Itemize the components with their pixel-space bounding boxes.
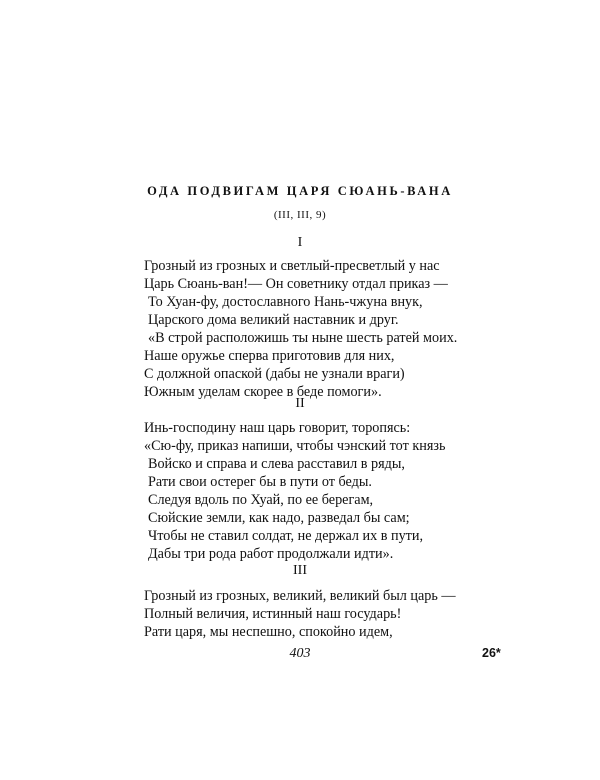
section-number-1: I <box>297 235 303 250</box>
verse-line: Царского дома великий наставник и друг. <box>148 312 399 328</box>
stanza-2 <box>144 419 474 563</box>
page-number: 403 <box>289 646 311 661</box>
verse-line: Южным уделам скорее в беде помоги». <box>144 384 382 400</box>
verse-line: Инь-господину наш царь говорит, торопясь: <box>144 420 411 436</box>
verse-line: Полный величия, истинный наш государь! <box>144 606 402 622</box>
verse-line: Грозный из грозных и светлый-пресветлый у нас <box>144 258 440 274</box>
verse-line: Рати царя, мы неспешно, спокойно идем, <box>144 624 393 640</box>
verse-line: Наше оружье сперва приготовив для них, <box>144 348 395 364</box>
poem-reference: (III, III, 9) <box>273 209 327 221</box>
verse-line: Чтобы не ставил солдат, не держал их в пути, <box>148 528 424 544</box>
stanza-1 <box>144 257 474 401</box>
verse-line: Дабы три рода работ продолжали идти». <box>148 546 394 562</box>
verse-line: Сюйские земли, как надо, разведал бы сам; <box>148 510 410 526</box>
verse-line: Рати свои остерег бы в пути от беды. <box>148 474 372 490</box>
poem-title: ОДА ПОДВИГАМ ЦАРЯ СЮАНЬ-ВАНА <box>147 184 453 198</box>
verse-line: «В строй расположишь ты ныне шесть ратей моих. <box>148 330 458 346</box>
verse-line: Следуя вдоль по Хуай, по ее берегам, <box>148 492 374 508</box>
verse-line: Войско и справа и слева расставил в ряды, <box>148 456 405 472</box>
verse-line: Царь Сюань-ван!— Он советнику отдал приказ — <box>144 276 448 292</box>
verse-line: «Сю-фу, приказ напиши, чтобы чэнский тот князь <box>144 438 446 454</box>
section-number-2: II <box>295 396 305 411</box>
signature-mark: 26* <box>482 646 501 660</box>
stanza-3 <box>144 587 474 641</box>
section-number-3: III <box>293 563 307 578</box>
verse-line: Грозный из грозных, великий, великий был царь — <box>144 588 456 604</box>
verse-line: То Хуан-фу, достославного Нань-чжуна внук, <box>148 294 423 310</box>
verse-line: С должной опаской (дабы не узнали враги) <box>144 366 405 382</box>
